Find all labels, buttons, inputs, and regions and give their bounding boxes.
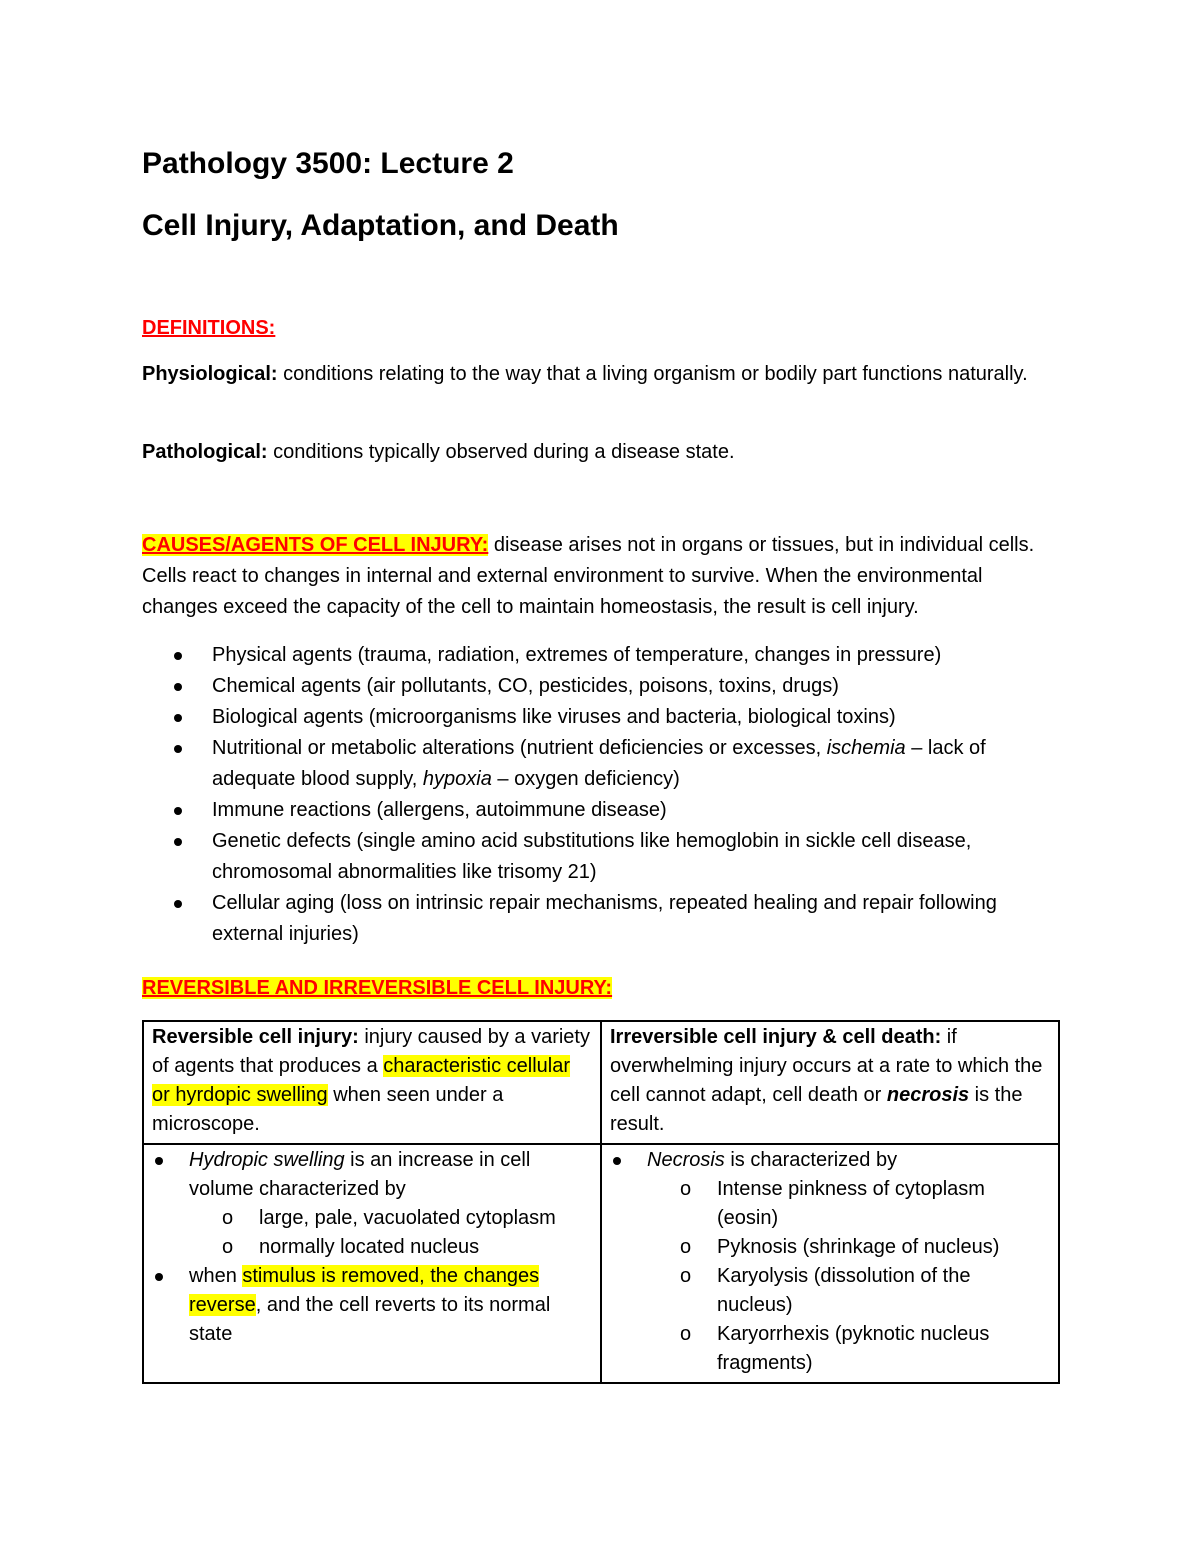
bullet-icon [155, 1157, 163, 1165]
list-item: Cellular aging (loss on intrinsic repair mechanisms, repeated healing and repair following external injuries) [142, 888, 1062, 950]
circle-bullet-icon: o [680, 1265, 692, 1287]
list-item: Biological agents (microorganisms like viruses and bacteria, biological toxins) [142, 702, 1062, 733]
circle-bullet-icon: o [680, 1236, 692, 1258]
bullet-icon [174, 745, 182, 753]
list-item: Genetic defects (single amino acid substitutions like hemoglobin in sickle cell disease, chromosomal abnormalities like trisomy 21) [142, 826, 1062, 888]
bullet-icon [613, 1157, 621, 1165]
definitions-heading: DEFINITIONS: [142, 317, 276, 339]
reversible-header-cell: Reversible cell injury: injury caused by a variety of agents that produces a characteristic cellular or hyrdopic swelling when seen under a microscope. [143, 1021, 601, 1144]
bullet-icon [174, 900, 182, 908]
circle-bullet-icon: o [680, 1323, 692, 1345]
reversible-heading: REVERSIBLE AND IRREVERSIBLE CELL INJURY: [142, 977, 613, 999]
sub-list-item: o normally located nucleus [152, 1233, 592, 1262]
physiological-term: Physiological: [142, 363, 278, 385]
pathological-text: conditions typically observed during a disease state. [267, 441, 735, 463]
sub-list-item: o Intense pinkness of cytoplasm (eosin) [610, 1175, 1050, 1233]
physiological-text: conditions relating to the way that a living organism or bodily part functions naturally. [277, 363, 1028, 385]
list-item: when stimulus is removed, the changes reverse, and the cell reverts to its normal state [152, 1262, 592, 1349]
sub-list-item: o Karyolysis (dissolution of the nucleus) [610, 1262, 1050, 1320]
lecture-subtitle: Cell Injury, Adaptation, and Death [142, 209, 619, 242]
sub-list-item: o Karyorrhexis (pyknotic nucleus fragments) [610, 1320, 1050, 1378]
causes-heading: CAUSES/AGENTS OF CELL INJURY: [142, 534, 489, 556]
bullet-icon [155, 1273, 163, 1281]
irreversible-detail-cell [601, 1144, 1059, 1383]
table-row [143, 1144, 1059, 1383]
table-row [143, 1021, 1059, 1144]
causes-list [142, 640, 1062, 950]
list-item: Hydropic swelling is an increase in cell volume characterized by o large, pale, vacuolated cytoplasm o normally located nucleus [152, 1146, 592, 1262]
list-item: Nutritional or metabolic alterations (nutrient deficiencies or excesses, ischemia – lack of adequate blood supply, hypoxia – oxygen deficiency) [142, 733, 1062, 795]
pathological-definition [142, 437, 1062, 468]
circle-bullet-icon: o [680, 1178, 692, 1200]
list-item: Chemical agents (air pollutants, CO, pesticides, poisons, toxins, drugs) [142, 671, 1062, 702]
causes-paragraph [142, 530, 1062, 623]
circle-bullet-icon: o [222, 1236, 234, 1258]
circle-bullet-icon: o [222, 1207, 234, 1229]
irreversible-header-cell: Irreversible cell injury & cell death: if overwhelming injury occurs at a rate to which the cell cannot adapt, cell death or necrosis is the result. [601, 1021, 1059, 1144]
list-item: Physical agents (trauma, radiation, extremes of temperature, changes in pressure) [142, 640, 1062, 671]
lecture-title: Pathology 3500: Lecture 2 [142, 147, 514, 180]
bullet-icon [174, 714, 182, 722]
bullet-icon [174, 683, 182, 691]
list-item: Immune reactions (allergens, autoimmune disease) [142, 795, 1062, 826]
reversible-detail-cell [143, 1144, 601, 1383]
sub-list-item: o Pyknosis (shrinkage of nucleus) [610, 1233, 1050, 1262]
physiological-definition [142, 359, 1062, 390]
causes-intro: disease arises not in organs or tissues, but in individual cells. Cells react to changes in internal and external environment to survive. When the environmental changes exceed the capacity of the cell to maintain homeostasis, the result is cell injury. [142, 534, 1035, 618]
bullet-icon [174, 838, 182, 846]
list-item: Necrosis is characterized by o Intense pinkness of cytoplasm (eosin) o Pyknosis (shrinkage of nucleus) o Karyolysis (dissolution of the nucleus) o Karyorrhexis (pyknotic nucleus fragments) [610, 1146, 1050, 1378]
cell-injury-table [142, 1020, 1060, 1384]
pathological-term: Pathological: [142, 441, 268, 463]
sub-list-item: o large, pale, vacuolated cytoplasm [152, 1204, 592, 1233]
bullet-icon [174, 807, 182, 815]
bullet-icon [174, 652, 182, 660]
